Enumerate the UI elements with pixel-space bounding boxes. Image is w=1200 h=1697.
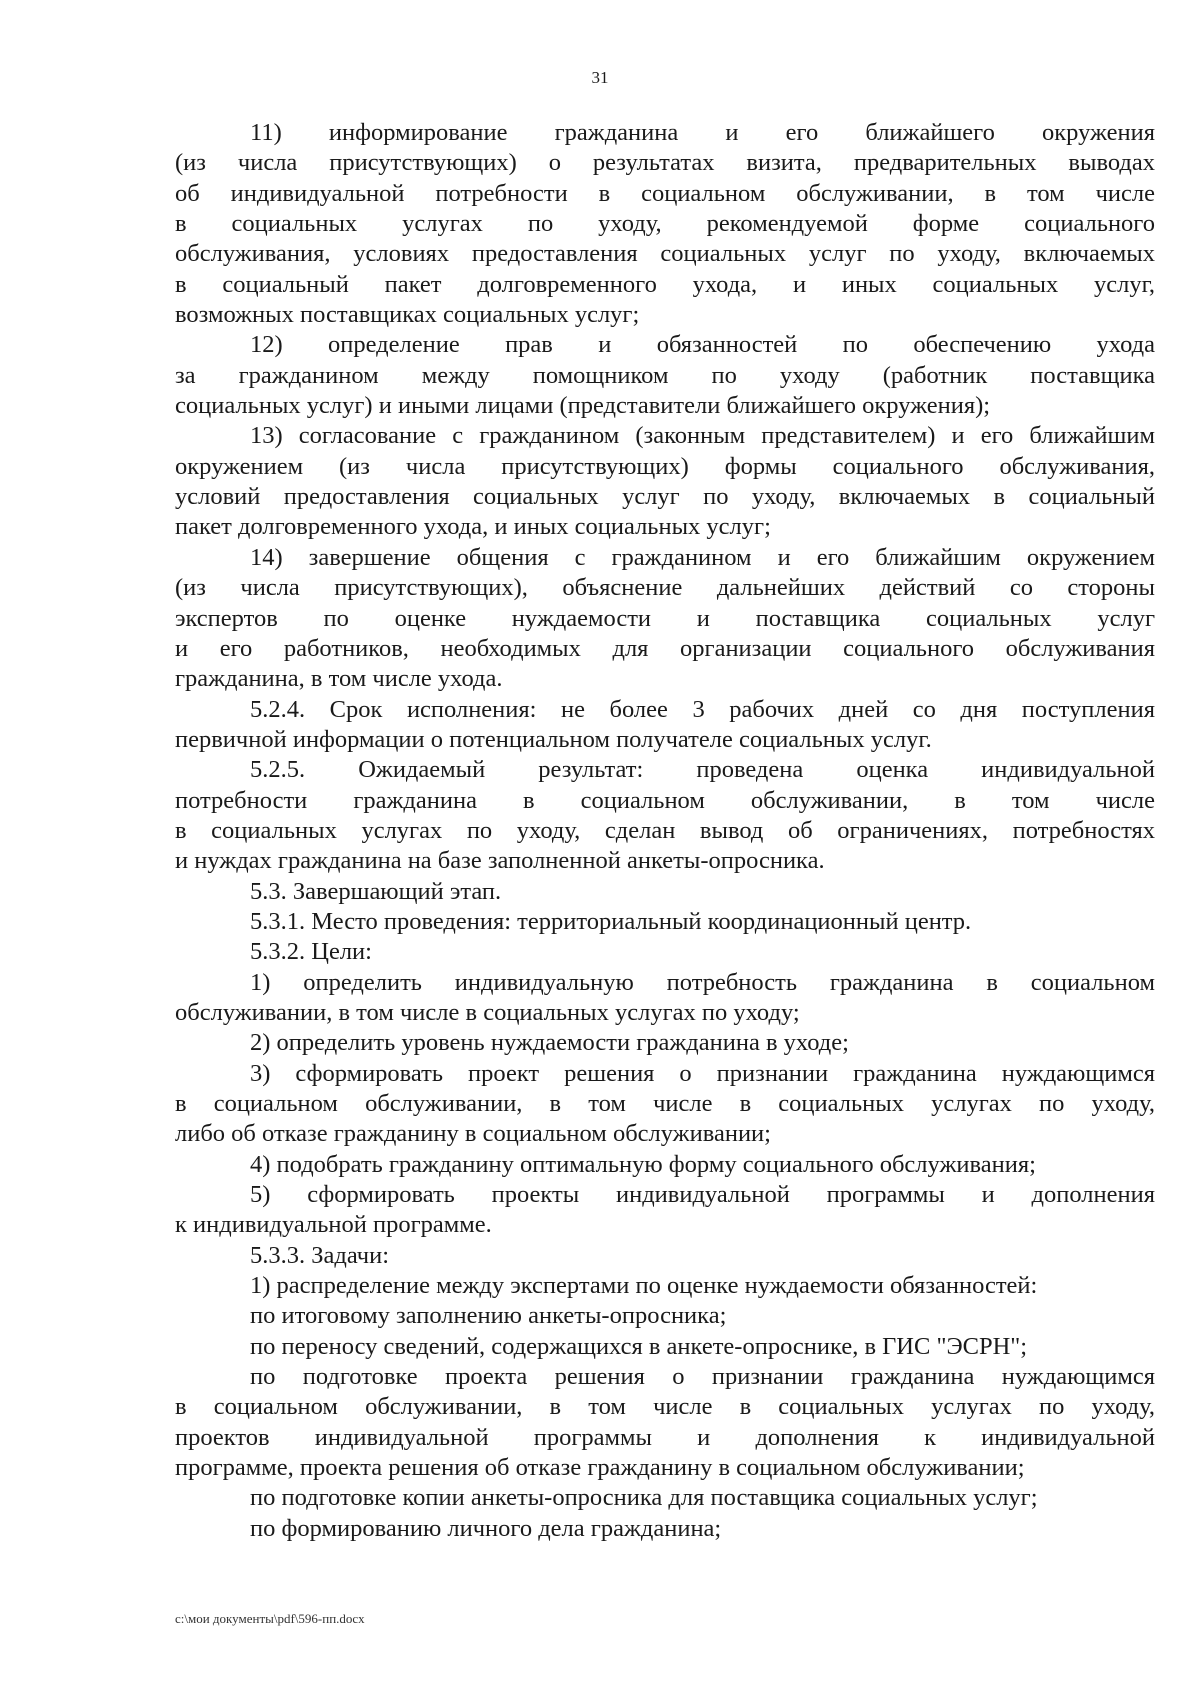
- text-line: в социальных услугах по уходу, сделан вывод об ограничениях, потребностях: [175, 816, 1155, 844]
- text-line: за гражданином между помощником по уходу (работник поставщика: [175, 361, 1155, 389]
- paragraph: [175, 543, 1155, 695]
- text-line: экспертов по оценке нуждаемости и поставщика социальных услуг: [175, 604, 1155, 632]
- paragraph: [175, 755, 1155, 876]
- text-line: об индивидуальной потребности в социальном обслуживании, в том числе: [175, 179, 1155, 207]
- text-line: обслуживания, условиях предоставления социальных услуг по уходу, включаемых: [175, 240, 1155, 268]
- text-line: 1) определить индивидуальную потребность гражданина в социальном: [250, 968, 1155, 996]
- text-line: (из числа присутствующих) о результатах визита, предварительных выводах: [175, 149, 1155, 177]
- paragraph: [175, 1332, 1155, 1362]
- paragraph: [175, 1150, 1155, 1180]
- text-line: возможных поставщиках социальных услуг;: [175, 301, 640, 329]
- text-line: в социальном обслуживании, в том числе в социальных услугах по уходу,: [175, 1090, 1155, 1117]
- text-line: 5.3.3. Задачи:: [250, 1241, 389, 1269]
- text-line: 2) определить уровень нуждаемости гражданина в уходе;: [250, 1029, 849, 1057]
- text-line: 5.3.2. Цели:: [250, 938, 372, 966]
- text-line: либо об отказе гражданину в социальном обслуживании;: [175, 1120, 771, 1148]
- text-line: 3) сформировать проект решения о признании гражданина нуждающимся: [250, 1059, 1155, 1087]
- text-line: 5.2.4. Срок исполнения: не более 3 рабочих дней со дня поступления: [250, 695, 1155, 723]
- document-body: [175, 118, 1155, 1544]
- text-line: 5.3. Завершающий этап.: [250, 877, 502, 905]
- paragraph: [175, 1362, 1155, 1483]
- text-line: пакет долговременного ухода, и иных социальных услуг;: [175, 513, 771, 541]
- text-line: по подготовке копии анкеты-опросника для поставщика социальных услуг;: [250, 1484, 1038, 1512]
- paragraph: [175, 877, 1155, 907]
- text-line: потребности гражданина в социальном обслуживании, в том числе: [175, 786, 1155, 814]
- text-line: в социальном обслуживании, в том числе в социальных услугах по уходу,: [175, 1393, 1155, 1421]
- page-number: 31: [591, 68, 609, 87]
- text-line: 1) распределение между экспертами по оценке нуждаемости обязанностей:: [250, 1272, 1038, 1300]
- text-line: социальных услуг) и иными лицами (представители ближайшего окружения);: [175, 392, 991, 420]
- paragraph: [175, 695, 1155, 756]
- paragraph: [175, 1180, 1155, 1241]
- text-line: по переносу сведений, содержащихся в анкете-опроснике, в ГИС "ЭСРН";: [250, 1332, 1028, 1360]
- footer-file-path: c:\мои документы\pdf\596-пп.docx: [175, 1611, 365, 1626]
- text-line: проектов индивидуальной программы и дополнения к индивидуальной: [175, 1423, 1155, 1451]
- paragraph: [175, 968, 1155, 1029]
- text-line: первичной информации о потенциальном получателе социальных услуг.: [175, 725, 932, 753]
- paragraph: [175, 118, 1155, 330]
- paragraph: [175, 1514, 1155, 1544]
- text-line: 13) согласование с гражданином (законным представителем) и его ближайшим: [250, 422, 1155, 450]
- paragraph: [175, 1301, 1155, 1331]
- text-line: по итоговому заполнению анкеты-опросника;: [250, 1302, 727, 1330]
- text-line: по формированию личного дела гражданина;: [250, 1514, 722, 1542]
- text-line: 14) завершение общения с гражданином и его ближайшим окружением: [250, 543, 1155, 571]
- text-line: окружением (из числа присутствующих) формы социального обслуживания,: [175, 452, 1155, 480]
- text-line: 5.3.1. Место проведения: территориальный координационный центр.: [250, 907, 972, 935]
- text-line: 5.2.5. Ожидаемый результат: проведена оценка индивидуальной: [250, 756, 1155, 784]
- text-line: обслуживании, в том числе в социальных услугах по уходу;: [175, 998, 800, 1026]
- paragraph: [175, 1271, 1155, 1301]
- text-line: и нуждах гражданина на базе заполненной анкеты-опросника.: [175, 847, 825, 875]
- paragraph: [175, 421, 1155, 542]
- text-line: и его работников, необходимых для организации социального обслуживания: [175, 634, 1155, 662]
- text-line: к индивидуальной программе.: [175, 1211, 492, 1239]
- text-line: 12) определение прав и обязанностей по обеспечению ухода: [250, 331, 1155, 359]
- text-line: 11) информирование гражданина и его ближайшего окружения: [250, 119, 1155, 146]
- text-line: в социальных услугах по уходу, рекомендуемой форме социального: [175, 210, 1155, 238]
- paragraph: [175, 1483, 1155, 1513]
- text-line: в социальный пакет долговременного ухода, и иных социальных услуг,: [175, 270, 1155, 298]
- paragraph: [175, 330, 1155, 421]
- text-line: (из числа присутствующих), объяснение дальнейших действий со стороны: [175, 574, 1155, 602]
- paragraph: [175, 1028, 1155, 1058]
- paragraph: [175, 1241, 1155, 1271]
- text-line: программе, проекта решения об отказе гражданину в социальном обслуживании;: [175, 1454, 1025, 1482]
- paragraph: [175, 1059, 1155, 1150]
- text-line: 5) сформировать проекты индивидуальной программы и дополнения: [250, 1181, 1155, 1209]
- text-line: по подготовке проекта решения о признании гражданина нуждающимся: [250, 1363, 1155, 1391]
- text-line: условий предоставления социальных услуг по уходу, включаемых в социальный: [175, 483, 1155, 511]
- text-line: 4) подобрать гражданину оптимальную форму социального обслуживания;: [250, 1150, 1036, 1178]
- text-line: гражданина, в том числе ухода.: [175, 665, 503, 693]
- paragraph: [175, 937, 1155, 967]
- paragraph: [175, 907, 1155, 937]
